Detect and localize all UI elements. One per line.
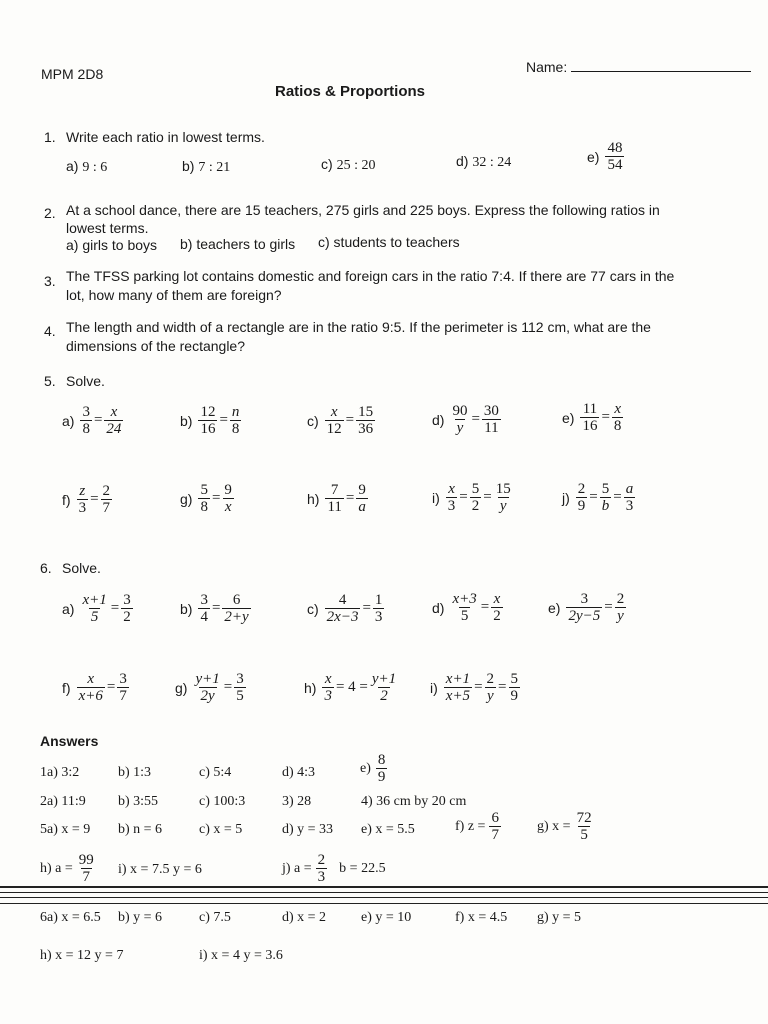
ans-5h: h) a = $\frac{99}{7}$ [40, 852, 94, 885]
q6-i: i) $\frac{x+1}{x+5}$ = $\frac{2}{y}$ = $\frac{5}{9}$ [430, 671, 518, 704]
ans-6h: h) x = 12 y = 7 [40, 948, 124, 963]
q5-d: d) $\frac{90}{y}$ = $\frac{30}{11}$ [432, 403, 499, 436]
divider-line [0, 892, 768, 893]
q5-b: b) $\frac{12}{16}$ = $\frac{n}{8}$ [180, 404, 240, 437]
ans-5e: e) x = 5.5 [361, 822, 415, 837]
q1-d: d) 32 : 24 [456, 153, 512, 170]
q6-d: d) $\frac{x+3}{5}$ = $\frac{x}{2}$ [432, 591, 501, 624]
ans-1b: b) 1:3 [118, 765, 152, 780]
course-code: MPM 2D8 [41, 66, 104, 82]
q2-line1: At a school dance, there are 15 teachers, 275 girls and 225 boys. Express the following ratios in [66, 202, 660, 218]
q3-line2: lot, how many of them are foreign? [66, 287, 282, 303]
ans-4: 4) 36 cm by 20 cm [361, 794, 467, 809]
ans-5f: f) z = $\frac{6}{7}$ [455, 810, 499, 843]
q6-number: 6. [40, 560, 52, 576]
ans-2c: c) 100:3 [199, 794, 246, 809]
q6-text: Solve. [62, 560, 101, 576]
q5-a: a) $\frac{3}{8}$ = $\frac{x}{24}$ [62, 404, 122, 437]
divider-line [0, 897, 768, 898]
ans-5g: g) x = $\frac{72}{5}$ [537, 810, 592, 843]
ans-6i: i) x = 4 y = 3.6 [199, 948, 283, 963]
name-label: Name: [526, 59, 568, 75]
q2-b: b) teachers to girls [180, 236, 296, 252]
ans-5j: j) a = $\frac{2}{3}$ b = 22.5 [282, 852, 386, 885]
q3-line1: The TFSS parking lot contains domestic and foreign cars in the ratio 7:4. If there are 77 cars in the [66, 268, 675, 284]
ans-6b: b) y = 6 [118, 910, 163, 925]
ans-6g: g) y = 5 [537, 910, 582, 925]
ans-1a: 1a) 3:2 [40, 765, 80, 780]
ans-6c: c) 7.5 [199, 910, 231, 925]
ans-5i: i) x = 7.5 y = 6 [118, 862, 202, 877]
ans-5a: 5a) x = 9 [40, 822, 91, 837]
q2-c: c) students to teachers [318, 234, 460, 250]
q1-b: b) 7 : 21 [182, 158, 231, 175]
q5-j: j) $\frac{2}{9}$ = $\frac{5}{b}$ = $\frac{a}{3}$ [562, 481, 634, 514]
ans-5b: b) n = 6 [118, 822, 163, 837]
divider-line [0, 903, 768, 904]
q5-text: Solve. [66, 373, 105, 389]
q3-number: 3. [44, 273, 56, 289]
q6-a: a) $\frac{x+1}{5}$ = $\frac{3}{2}$ [62, 592, 131, 625]
q2-number: 2. [44, 205, 56, 221]
q5-h: h) $\frac{7}{11}$ = $\frac{9}{a}$ [307, 482, 366, 515]
answers-heading: Answers [40, 733, 99, 749]
q6-c: c) $\frac{4}{2x-3}$ = $\frac{1}{3}$ [307, 592, 383, 625]
q4-line2: dimensions of the rectangle? [66, 338, 245, 354]
q6-e: e) $\frac{3}{2y-5}$ = $\frac{2}{y}$ [548, 591, 625, 624]
q5-g: g) $\frac{5}{8}$ = $\frac{9}{x}$ [180, 482, 232, 515]
q5-c: c) $\frac{x}{12}$ = $\frac{15}{36}$ [307, 404, 374, 437]
q1-e: e) $\frac{48}{54}$ [587, 140, 623, 173]
ans-6d: d) x = 2 [282, 910, 327, 925]
ans-1c: c) 5:4 [199, 765, 232, 780]
ans-5c: c) x = 5 [199, 822, 243, 837]
ans-1d: d) 4:3 [282, 765, 316, 780]
q1-number: 1. [44, 129, 56, 145]
ans-2b: b) 3:55 [118, 794, 159, 809]
ans-1e: e) $\frac{8}{9}$ [360, 752, 386, 785]
ans-5d: d) y = 33 [282, 822, 334, 837]
ans-2a: 2a) 11:9 [40, 794, 86, 809]
q1-text: Write each ratio in lowest terms. [66, 129, 265, 145]
ans-3: 3) 28 [282, 794, 312, 809]
ans-6a: 6a) x = 6.5 [40, 910, 101, 925]
ans-6f: f) x = 4.5 [455, 910, 508, 925]
q4-number: 4. [44, 323, 56, 339]
q6-g: g) $\frac{y+1}{2y}$ = $\frac{3}{5}$ [175, 671, 244, 704]
divider-line [0, 886, 768, 888]
q5-f: f) $\frac{z}{3}$ = $\frac{2}{7}$ [62, 483, 111, 516]
page-title: Ratios & Proportions [275, 83, 426, 100]
ans-6e: e) y = 10 [361, 910, 412, 925]
q1-a: a) 9 : 6 [66, 158, 108, 175]
q4-line1: The length and width of a rectangle are in the ratio 9:5. If the perimeter is 112 cm, what are the [66, 319, 651, 335]
q6-h: h) $\frac{x}{3}$ = 4 = $\frac{y+1}{2}$ [304, 671, 397, 704]
q6-b: b) $\frac{3}{4}$ = $\frac{6}{2+y}$ [180, 592, 249, 625]
q1-c: c) 25 : 20 [321, 156, 376, 173]
q2-a: a) girls to boys [66, 237, 158, 253]
name-line[interactable] [571, 71, 751, 72]
q5-i: i) $\frac{x}{3}$ = $\frac{5}{2}$ = $\frac{15}{y}$ [432, 481, 511, 514]
q5-number: 5. [44, 373, 56, 389]
q5-e: e) $\frac{11}{16}$ = $\frac{x}{8}$ [562, 401, 622, 434]
q6-f: f) $\frac{x}{x+6}$ = $\frac{3}{7}$ [62, 671, 127, 704]
q2-line2: lowest terms. [66, 220, 149, 236]
